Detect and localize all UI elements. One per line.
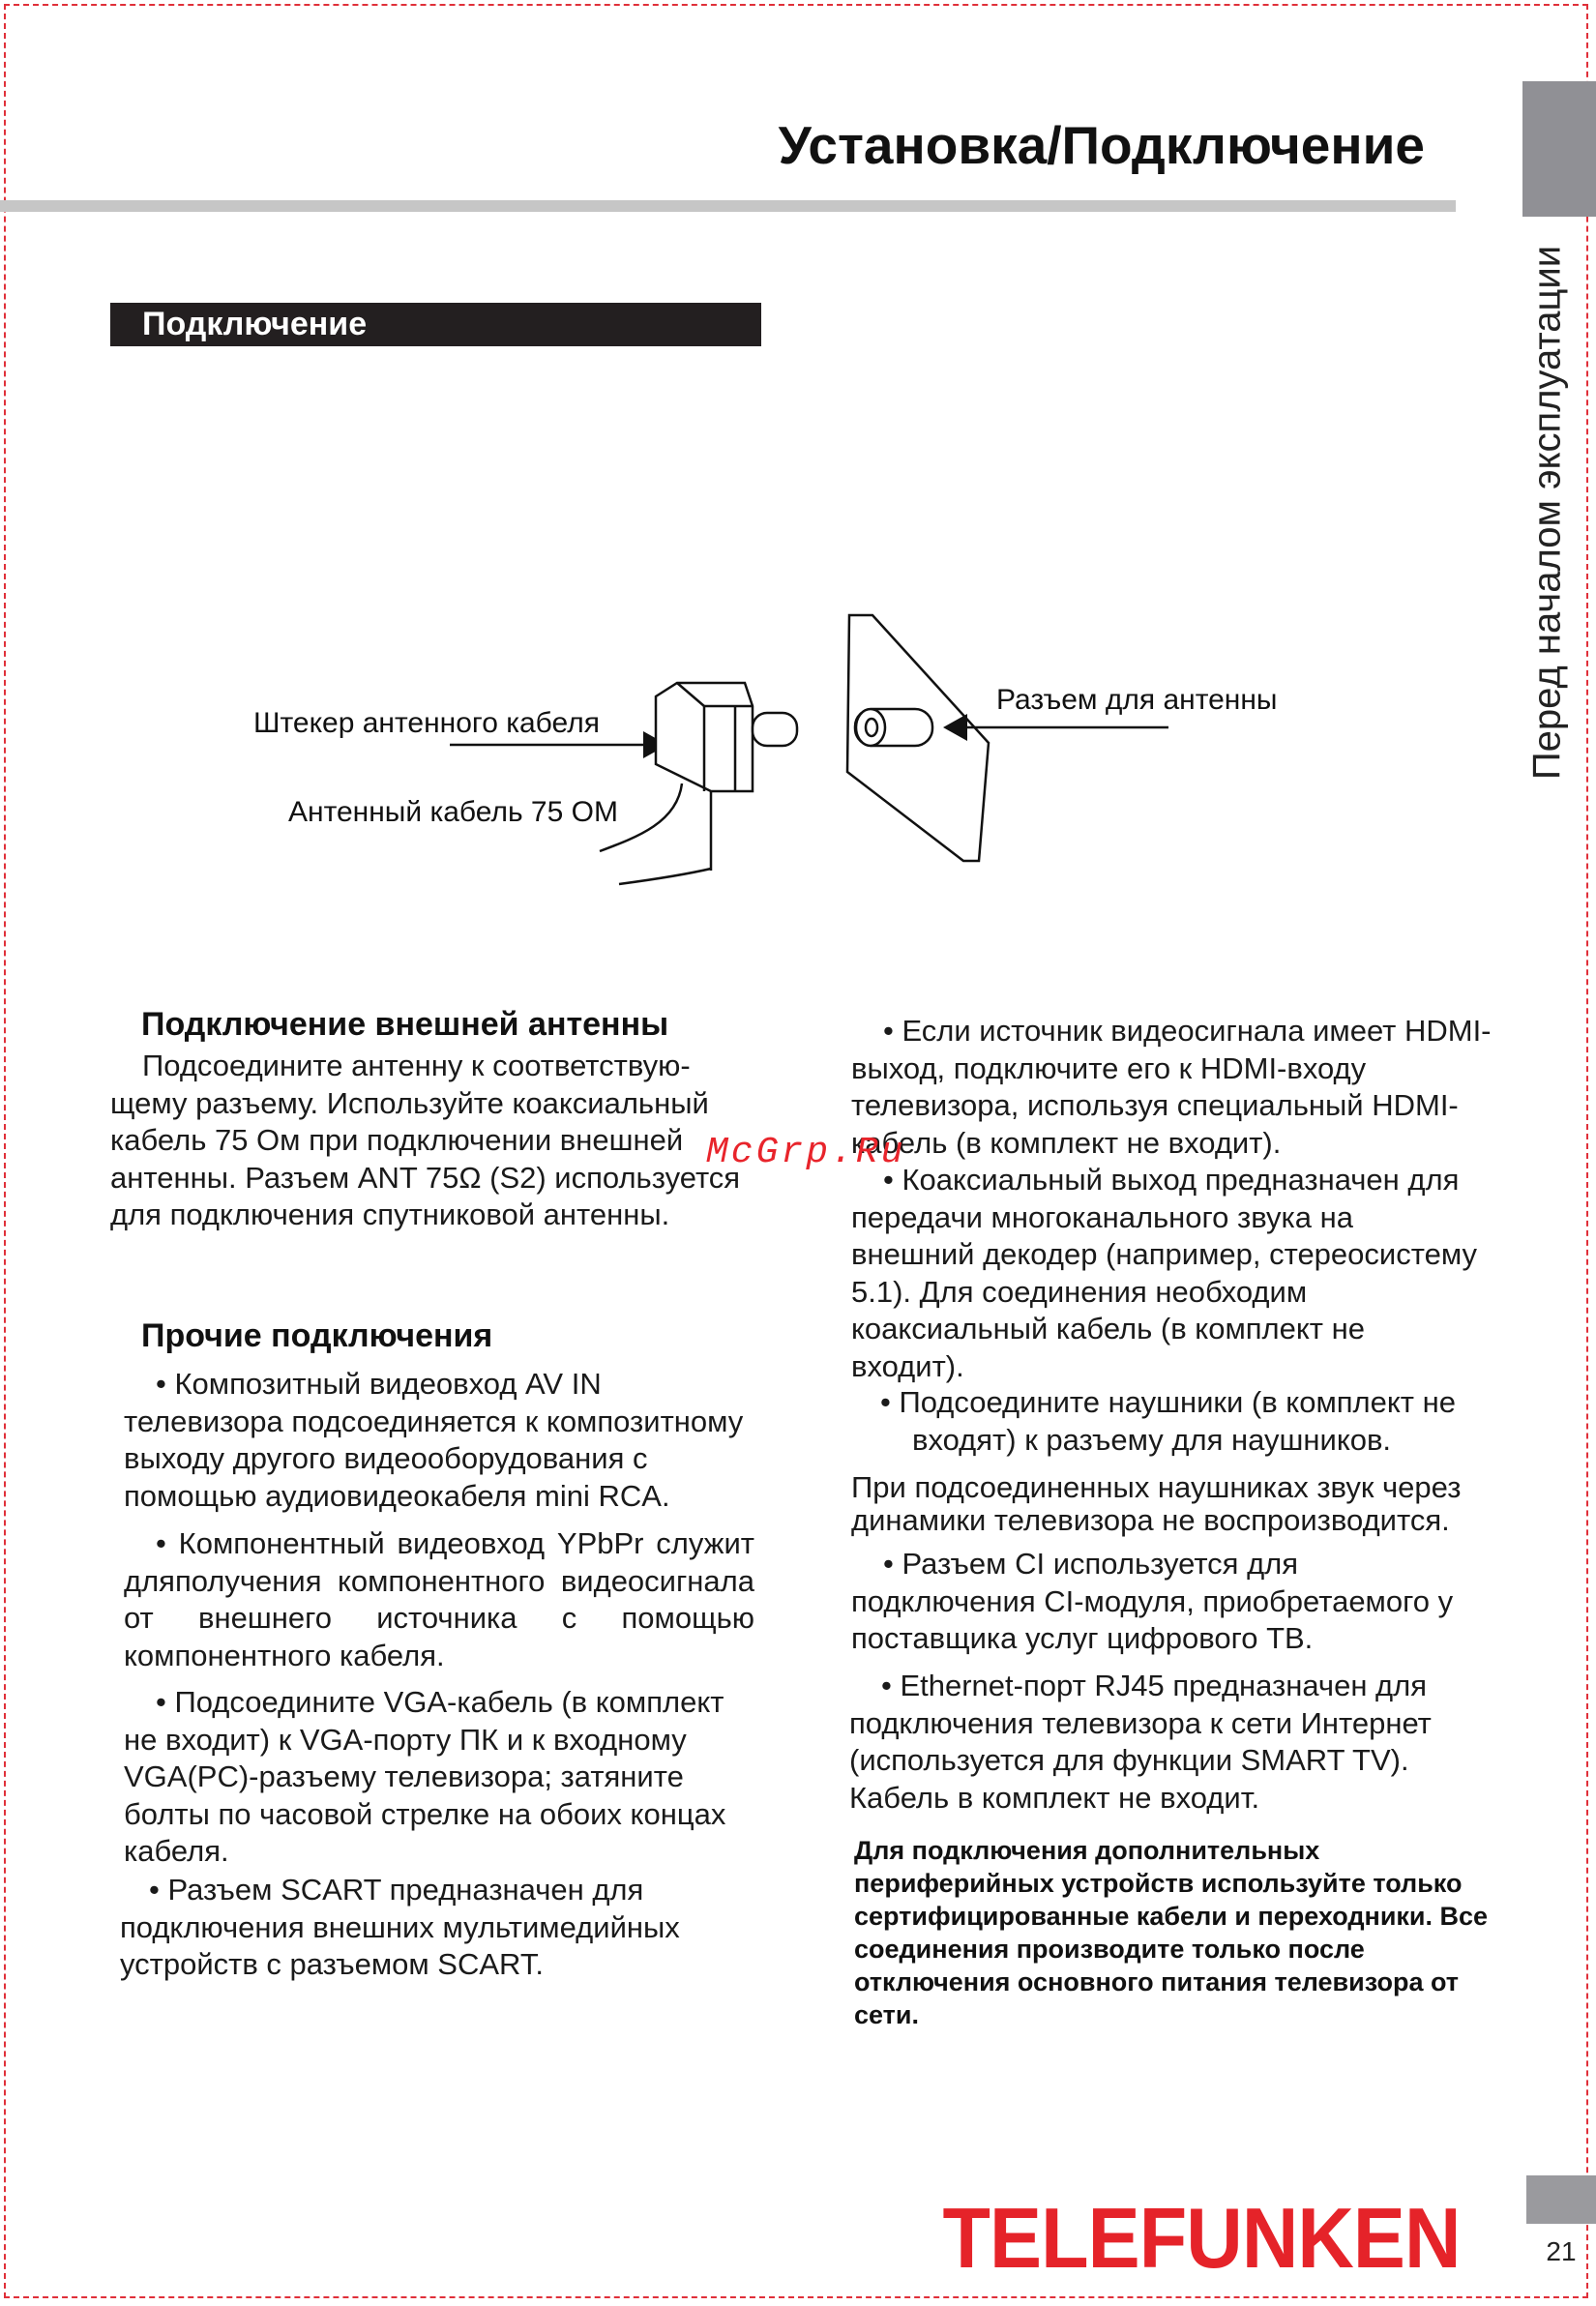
antenna-connection-diagram bbox=[0, 580, 1354, 909]
external-antenna-heading: Подключение внешней антенны bbox=[141, 1006, 669, 1043]
page-number-tab bbox=[1526, 2175, 1596, 2224]
page-number: 21 bbox=[1546, 2236, 1577, 2266]
watermark: McGrp.Ru bbox=[706, 1132, 906, 1173]
headphones-note: При подсоединенных наушниках звук через динамики телевизора не воспроизводится. bbox=[851, 1470, 1462, 1537]
plug-label: Штекер антенного кабеля bbox=[253, 707, 600, 739]
brand-logo: TELEFUNKEN bbox=[942, 2190, 1461, 2286]
antenna-plug-icon bbox=[600, 683, 797, 884]
antenna-socket-icon bbox=[847, 615, 989, 861]
chapter-tab bbox=[1522, 81, 1596, 217]
list-item: • Если источник видеосигнала имеет HDMI-выход, подключите его к HDMI-входу телевизора, используя специальный HDMI-кабель (в комплект не входит). bbox=[851, 1014, 1492, 1160]
section-title: Подключение bbox=[110, 303, 761, 346]
other-connections-heading: Прочие подключения bbox=[141, 1317, 493, 1354]
external-antenna-text: Подсоедините антенну к соответствую-щему разъему. Используйте коаксиальный кабель 75 Ом при подключении внешней антенны. Разъем ANT 75Ω (S2) используется для подключения спутниковой антенны. bbox=[110, 1049, 741, 1231]
socket-label: Разъем для антенны bbox=[996, 684, 1278, 716]
list-item: • Композитный видеовход AV IN телевизора подсоединяется к композитному выходу другого видеооборудования с помощью аудиовидеокабеля mini RCA. bbox=[124, 1367, 744, 1513]
list-item: • Разъем CI используется для подключения CI-модуля, приобретаемого у поставщика услуг цифрового ТВ. bbox=[851, 1547, 1454, 1655]
list-item: • Коаксиальный выход предназначен для передачи многоканального звука на внешний декодер (например, стереосистему 5.1). Для соединения необходим коаксиальный кабель (в комплект не входит). bbox=[851, 1163, 1477, 1383]
list-item: • Разъем SCART предназначен для подключения внешних мультимедийных устройств с разъемом SCART. bbox=[120, 1873, 680, 1981]
list-item: • Ethernet-порт RJ45 предназначен для подключения телевизора к сети Интернет (используется для функции SMART TV). Кабель в комплект не входит. bbox=[849, 1669, 1432, 1815]
page-title: Установка/Подключение bbox=[778, 115, 1425, 175]
title-divider bbox=[0, 200, 1456, 212]
list-item: • Подсоедините наушники (в комплект не входят) к разъему для наушников. bbox=[880, 1385, 1456, 1457]
list-item: • Компонентный видеовход YPbPr служит дляполучения компонентного видеосигнала от внешнего источника с помощью компонентного кабеля. bbox=[124, 1526, 754, 1672]
list-item: • Подсоедините VGA-кабель (в комплект не входит) к VGA-порту ПК и к входному VGA(PC)-разъему телевизора; затяните болты по часовой стрелке на обоих концах кабеля. bbox=[124, 1685, 726, 1868]
safety-warning: Для подключения дополнительных периферийных устройств используйте только сертифицированные кабели и переходники. Все соединения производите только после отключения основного питания телевизора от сети. bbox=[854, 1836, 1489, 2029]
chapter-side-label: Перед началом эксплуатации bbox=[1525, 245, 1569, 781]
cable-label: Антенный кабель 75 ОМ bbox=[288, 796, 618, 828]
